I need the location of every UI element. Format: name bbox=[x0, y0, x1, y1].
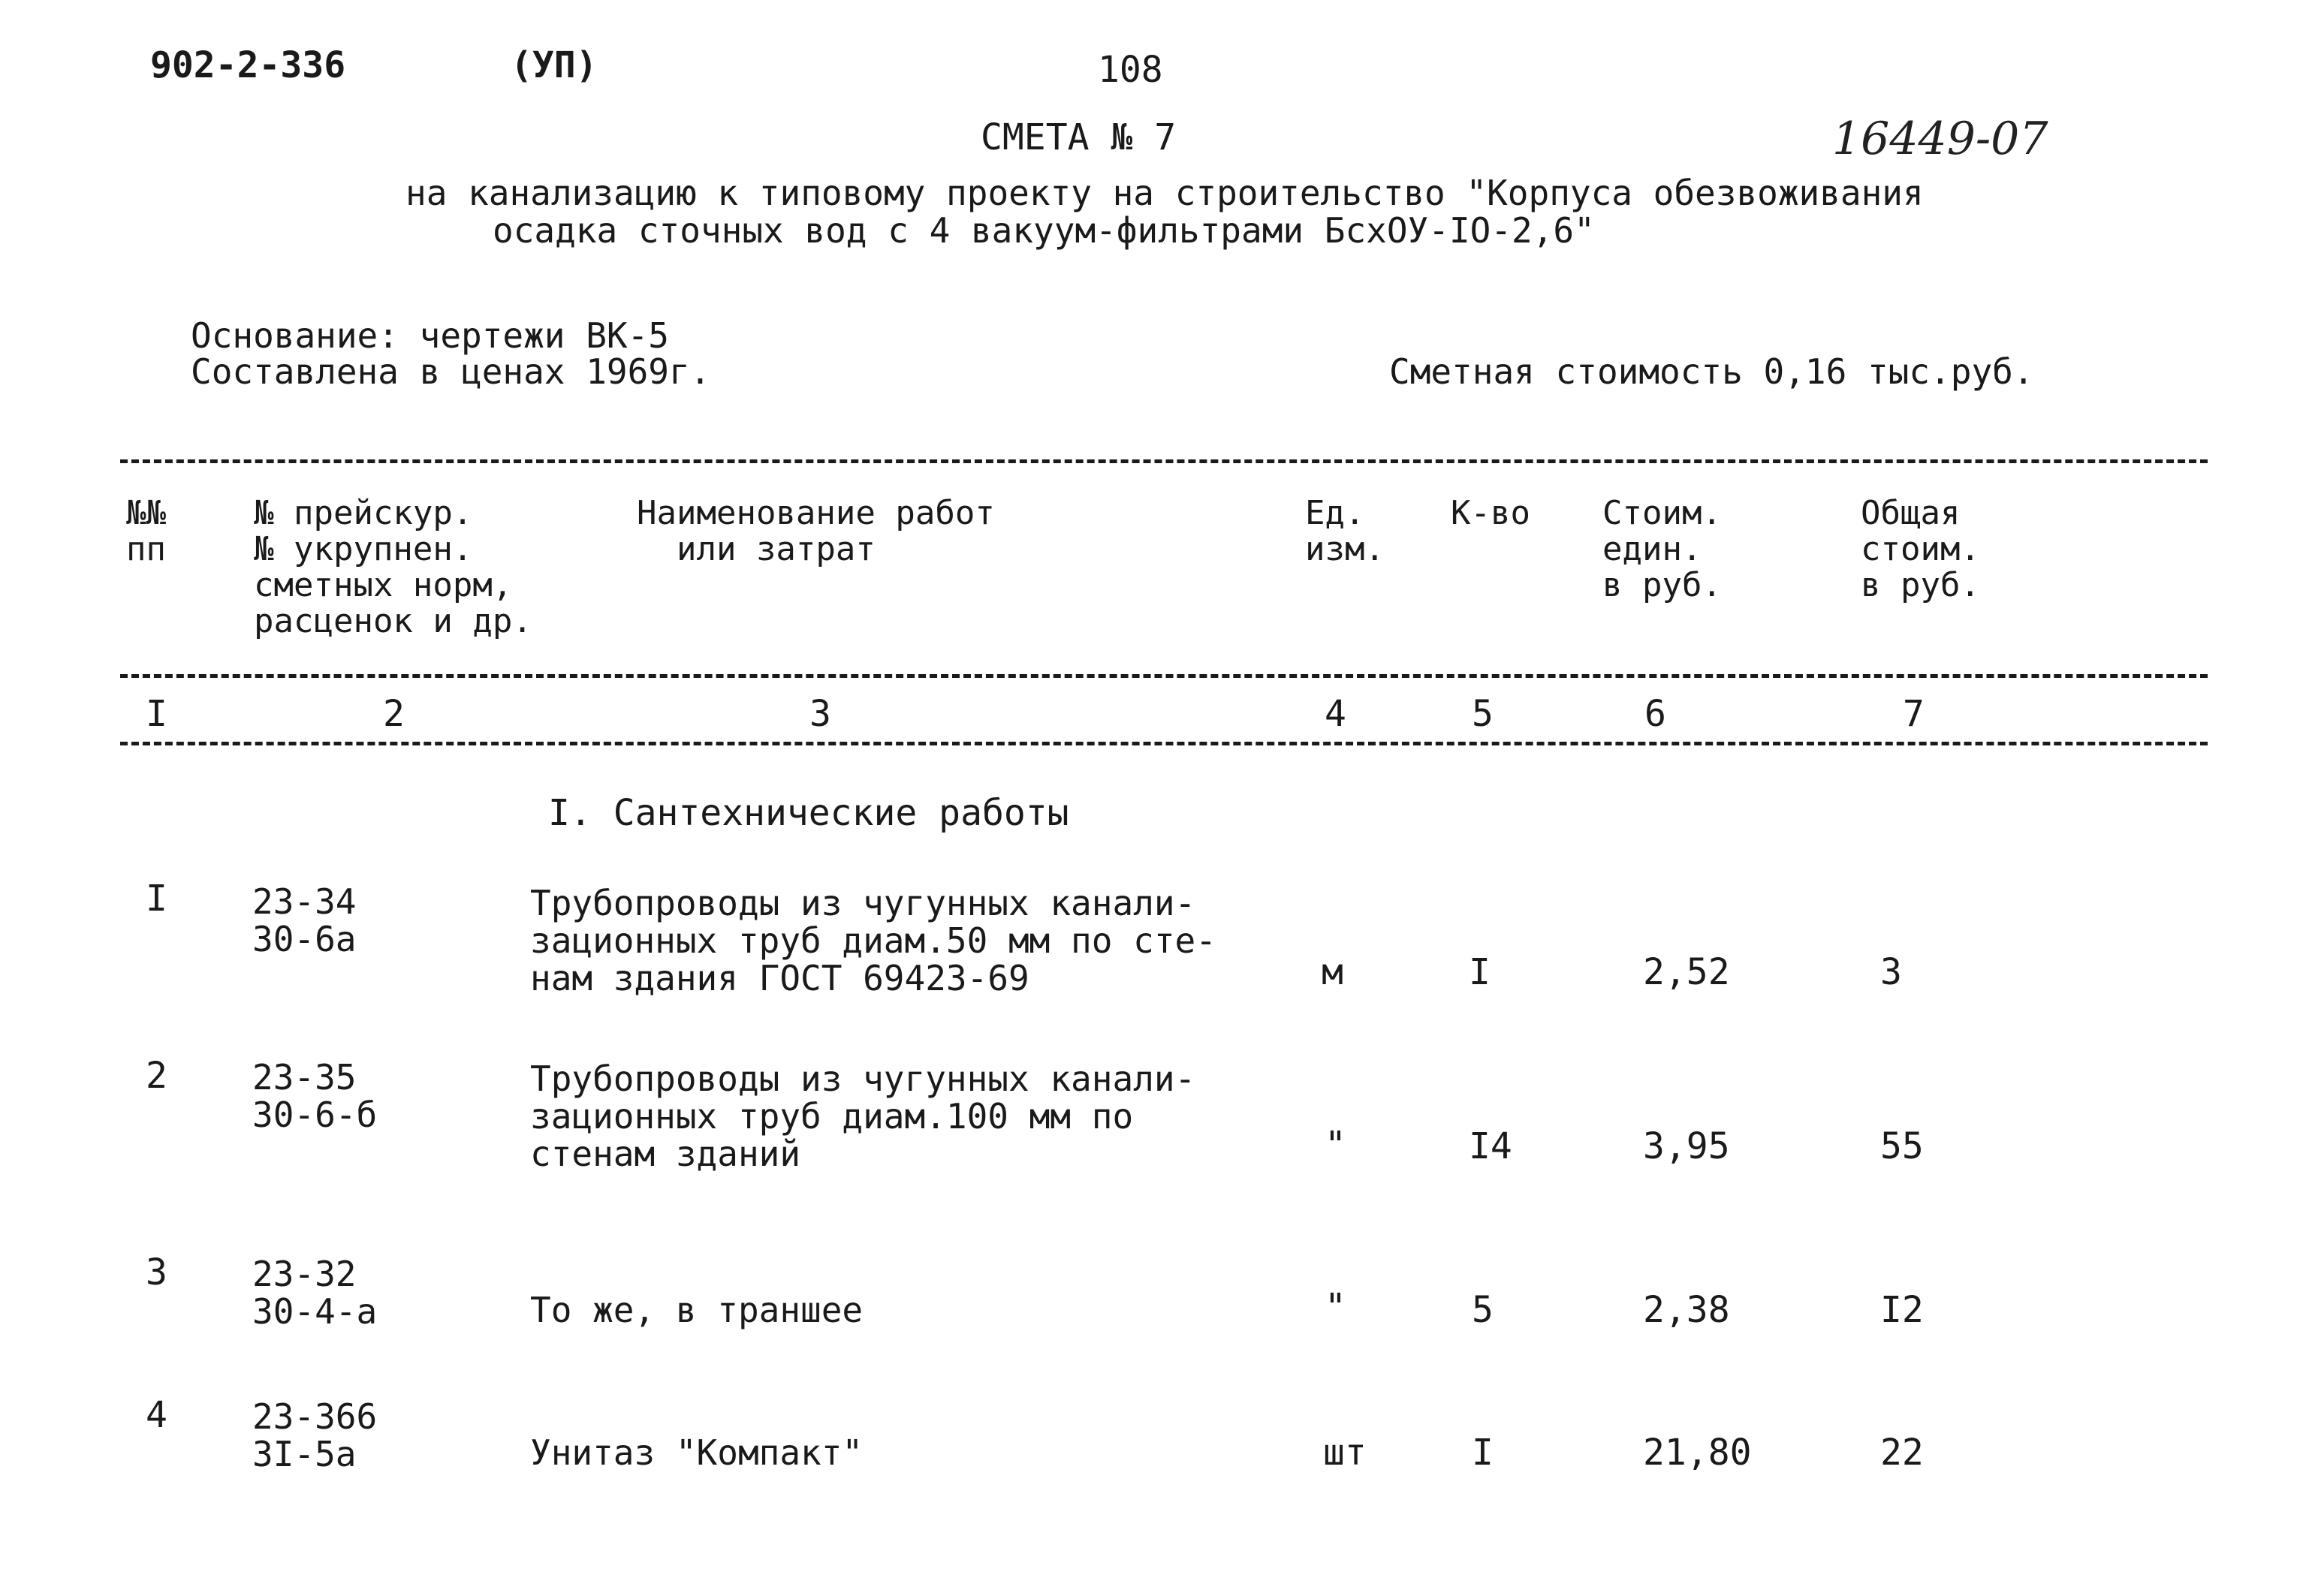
column-number: 5 bbox=[1472, 693, 1494, 735]
estimate-subtitle-line2: осадка сточных вод с 4 вакуум-фильтрами БсхОУ-IО-2,6" bbox=[493, 210, 1595, 251]
row-unit: " bbox=[1325, 1124, 1346, 1166]
row-unit: шт bbox=[1323, 1432, 1367, 1474]
header-col-number: №№ пп bbox=[126, 494, 166, 568]
row-qty: I4 bbox=[1469, 1125, 1512, 1167]
row-work-name: Трубопроводы из чугунных канали- зационных труб диам.100 мм по стенам зданий bbox=[530, 1058, 1196, 1174]
header-col-qty: К-во bbox=[1451, 494, 1530, 532]
document-code: 902-2-336 bbox=[150, 44, 346, 86]
header-col-unit: Ед. изм. bbox=[1305, 494, 1385, 568]
row-number: I bbox=[146, 878, 167, 920]
row-work-name: Унитаз "Компакт" bbox=[530, 1432, 864, 1473]
row-number: 3 bbox=[146, 1251, 167, 1293]
row-number: 2 bbox=[146, 1055, 167, 1097]
column-number: 6 bbox=[1644, 693, 1666, 735]
row-work-name: То же, в траншее bbox=[530, 1290, 864, 1330]
row-code: 23-32 30-4-а bbox=[252, 1254, 378, 1332]
column-number: 2 bbox=[383, 693, 405, 735]
prices-text: Составлена в ценах 1969г. bbox=[191, 351, 711, 392]
header-divider bbox=[120, 674, 2208, 678]
row-unit: м bbox=[1322, 951, 1343, 993]
row-unit-cost: 2,52 bbox=[1643, 951, 1730, 993]
header-col-total: Общая стоим. в руб. bbox=[1861, 494, 1980, 604]
table-top-divider bbox=[120, 459, 2208, 463]
row-unit-cost: 21,80 bbox=[1643, 1432, 1752, 1474]
column-number: 7 bbox=[1903, 693, 1925, 735]
column-number: I bbox=[146, 693, 167, 735]
row-qty: I bbox=[1472, 1432, 1494, 1474]
archive-number: 16449-07 bbox=[1832, 113, 2048, 165]
basis-text: Основание: чертежи ВК-5 bbox=[191, 315, 669, 356]
row-total: 55 bbox=[1880, 1125, 1924, 1167]
row-code: 23-34 30-6а bbox=[252, 881, 357, 959]
estimate-heading: СМЕТА № 7 bbox=[981, 116, 1177, 158]
column-numbers-divider bbox=[120, 742, 2208, 745]
estimated-cost: Сметная стоимость 0,16 тыс.руб. bbox=[1389, 351, 2034, 392]
header-col-work-name: Наименование работ или затрат bbox=[637, 494, 995, 568]
row-code: 23-35 30-6-б bbox=[252, 1057, 378, 1135]
header-col-unit-cost: Стоим. един. в руб. bbox=[1602, 494, 1722, 604]
page-number: 108 bbox=[1098, 49, 1163, 91]
row-unit-cost: 3,95 bbox=[1643, 1125, 1730, 1167]
row-unit-cost: 2,38 bbox=[1643, 1289, 1730, 1331]
section-title: I. Сантехнические работы bbox=[548, 792, 1069, 834]
row-code: 23-366 3I-5а bbox=[252, 1396, 378, 1474]
document-type: (УП) bbox=[511, 44, 598, 86]
estimate-subtitle-line1: на канализацию к типовому проекту на строительство "Корпуса обезвоживания bbox=[405, 173, 1924, 213]
row-total: I2 bbox=[1880, 1289, 1924, 1331]
column-number: 4 bbox=[1325, 693, 1346, 735]
header-col-price-ref: № прейскур. № укрупнен. сметных норм, расценок и др. bbox=[254, 494, 532, 640]
row-qty: I bbox=[1469, 951, 1491, 993]
row-qty: 5 bbox=[1472, 1289, 1494, 1331]
column-number: 3 bbox=[809, 693, 831, 735]
row-unit: " bbox=[1325, 1286, 1346, 1328]
row-total: 3 bbox=[1880, 951, 1902, 993]
row-number: 4 bbox=[146, 1394, 167, 1436]
row-total: 22 bbox=[1880, 1432, 1924, 1474]
row-work-name: Трубопроводы из чугунных канали- зационных труб диам.50 мм по сте- нам здания ГОСТ 69423-69 bbox=[530, 883, 1216, 998]
